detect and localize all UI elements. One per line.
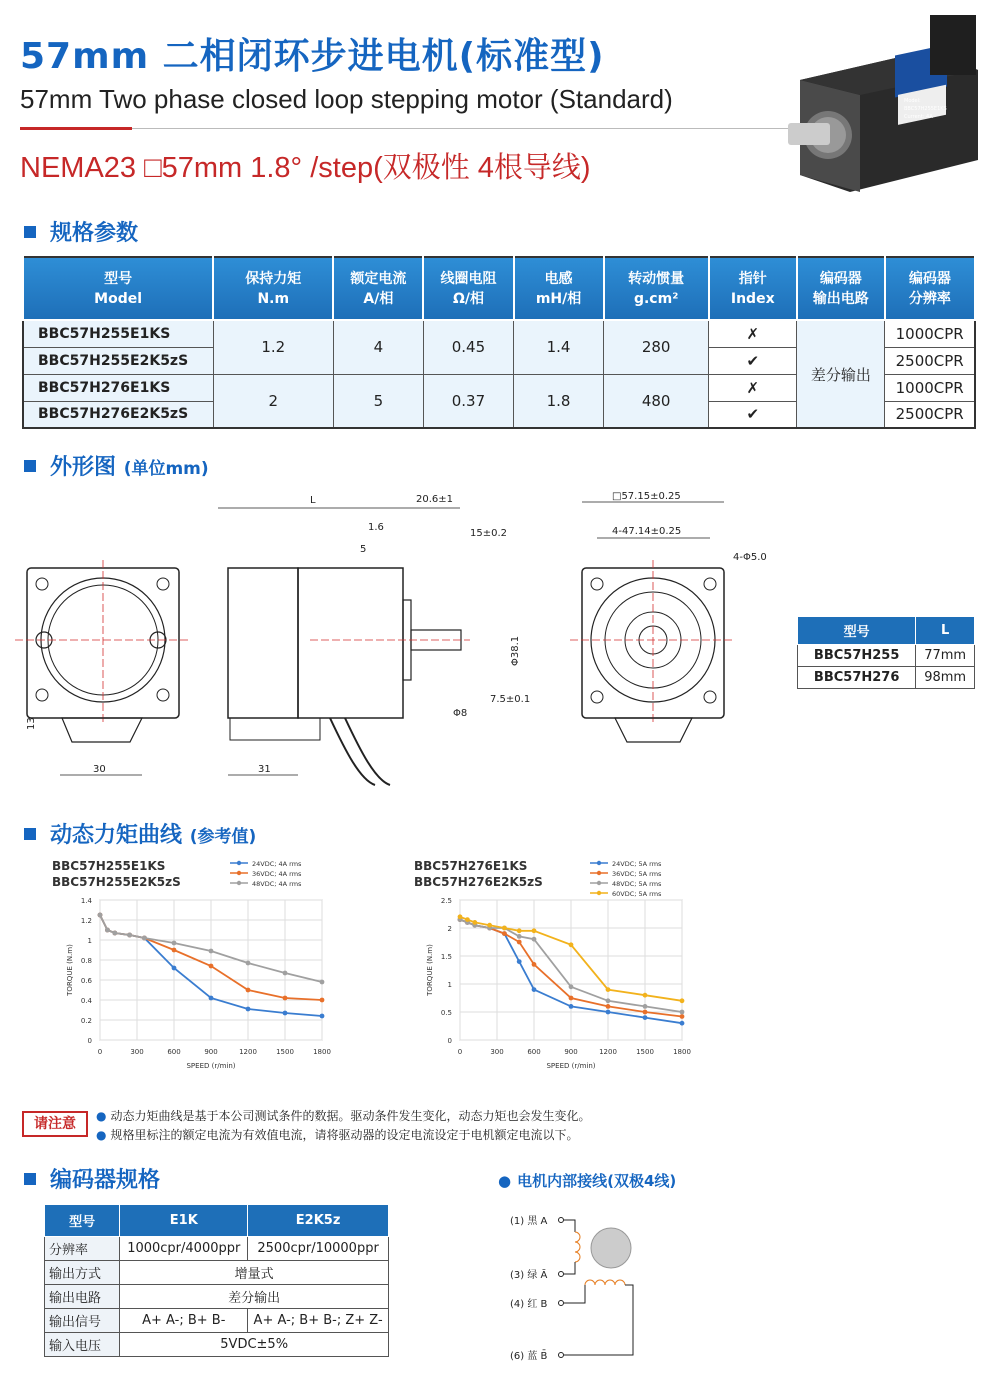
model-cell: BBC57H276E1KS (23, 374, 213, 401)
torque-cell: 2 (213, 374, 333, 428)
model-cell: BBC57H255E1KS (23, 320, 213, 347)
title-divider (132, 128, 792, 129)
data-point (532, 937, 537, 942)
data-point (643, 1015, 648, 1020)
front-view (15, 560, 190, 775)
dim-20-6: 20.6±1 (416, 494, 454, 505)
data-point (517, 928, 522, 933)
torque-chart-2 (400, 855, 720, 1080)
y-tick-label: 0 (447, 1037, 452, 1045)
motor-label-line3: Current: 4A (904, 114, 933, 120)
x-tick-label: 900 (564, 1048, 578, 1056)
x-tick-label: 0 (97, 1048, 103, 1056)
data-point (209, 996, 214, 1001)
data-point (643, 993, 648, 998)
data-point (532, 962, 537, 967)
l-header-model: 型号 (798, 617, 916, 645)
pin-3-label: (3) 绿 Ā (510, 1270, 548, 1281)
spec-header-model: 型号 Model (23, 257, 213, 320)
spec-header-current: 额定电流 A/相 (333, 257, 423, 320)
data-point (172, 966, 177, 971)
spec-section-title: 规格参数 (24, 216, 138, 247)
legend-marker (237, 861, 241, 865)
resistance-cell: 0.45 (423, 320, 513, 374)
data-point (532, 928, 537, 933)
enc-header-e2k5z: E2K5z (248, 1205, 389, 1237)
dim-13: 13 (26, 717, 37, 730)
notice-label: 请注意 (22, 1111, 88, 1137)
legend-label: 24VDC; 5A rms (612, 860, 662, 868)
enc-header-e1k: E1K (120, 1205, 248, 1237)
x-tick-label: 600 (167, 1048, 181, 1056)
spec-header-resistance: 线圈电阻 Ω/相 (423, 257, 513, 320)
x-tick-label: 1200 (599, 1048, 617, 1056)
data-point (320, 980, 325, 985)
index-cell: ✗ (709, 320, 797, 347)
nema-spec: NEMA23 □57mm 1.8° /step(双极性 4根导线) (20, 152, 591, 184)
wiring-diagram (505, 1200, 665, 1370)
title-underline (20, 127, 132, 130)
x-tick-label: 1500 (636, 1048, 654, 1056)
note-line-1: ● 动态力矩曲线是基于本公司测试条件的数据。驱动条件发生变化，动态力矩也会发生变化。 (96, 1109, 591, 1123)
inertia-cell: 280 (604, 320, 709, 374)
x-tick-label: 1800 (313, 1048, 331, 1056)
dim-5: 5 (360, 544, 367, 555)
data-point (643, 1010, 648, 1015)
y-tick-label: 2 (447, 925, 452, 933)
data-point (487, 923, 492, 928)
x-tick-label: 300 (490, 1048, 504, 1056)
dim-30: 30 (93, 764, 106, 775)
data-point (458, 914, 463, 919)
y-tick-label: 0.6 (80, 977, 92, 985)
dim-47-14: 4-47.14±0.25 (612, 526, 682, 537)
x-axis-label: SPEED (r/min) (546, 1062, 596, 1070)
legend-marker (597, 881, 601, 885)
data-point (502, 926, 507, 931)
dim-L: L (310, 495, 316, 506)
chart2-title: BBC57H276E1KS BBC57H276E2K5zS (414, 859, 543, 889)
data-point (283, 1011, 288, 1016)
spec-table (22, 256, 976, 429)
legend-marker (597, 871, 601, 875)
index-cell: ✗ (709, 374, 797, 401)
legend-marker (237, 881, 241, 885)
resolution-cell: 2500CPR (885, 401, 975, 428)
data-point (283, 996, 288, 1001)
table-row: 分辨率 1000cpr/4000ppr 2500cpr/10000ppr (45, 1237, 389, 1261)
dim-31: 31 (258, 764, 271, 775)
legend-label: 36VDC; 5A rms (612, 870, 662, 878)
data-point (209, 949, 214, 954)
dim-38-1: Φ38.1 (510, 635, 521, 666)
curve-section-title: 动态力矩曲线 (参考值) (24, 818, 256, 849)
note-line-2: ● 规格里标注的额定电流为有效值电流，请将驱动器的设定电流设定于电机额定电流以下。 (96, 1128, 579, 1142)
x-tick-label: 1200 (239, 1048, 257, 1056)
data-point (246, 961, 251, 966)
data-point (532, 987, 537, 992)
data-point (606, 998, 611, 1003)
x-tick-label: 600 (527, 1048, 541, 1056)
index-cell: ✔ (709, 347, 797, 374)
y-tick-label: 1 (87, 937, 92, 945)
data-point (643, 1004, 648, 1009)
data-point (569, 984, 574, 989)
legend-label: 48VDC; 5A rms (612, 880, 662, 888)
data-point (127, 933, 132, 938)
table-row: 输出方式 增量式 (45, 1261, 389, 1285)
y-tick-label: 1.4 (80, 897, 92, 905)
y-tick-label: 0.4 (80, 997, 92, 1005)
x-axis-label: SPEED (r/min) (186, 1062, 236, 1070)
legend-label: 48VDC; 4A rms (252, 880, 302, 888)
data-point (209, 964, 214, 969)
chart1-title: BBC57H255E1KS BBC57H255E2K5zS (52, 859, 181, 889)
legend-marker (597, 861, 601, 865)
model-cell: BBC57H276E2K5zS (23, 401, 213, 428)
resolution-cell: 1000CPR (885, 320, 975, 347)
page-title: 57mm 二相闭环步进电机(标准型) (20, 36, 605, 77)
data-point (172, 948, 177, 953)
spec-header-resolution: 编码器 分辨率 (885, 257, 975, 320)
spec-header-torque: 保持力矩 N.m (213, 257, 333, 320)
side-view (218, 494, 530, 785)
x-tick-label: 0 (457, 1048, 463, 1056)
table-row: 输入电压 5VDC±5% (45, 1333, 389, 1357)
rotor-icon (591, 1228, 631, 1268)
x-tick-label: 900 (204, 1048, 218, 1056)
x-tick-label: 300 (130, 1048, 144, 1056)
motor-label-line2: BBC57H255E1KS (904, 106, 947, 112)
dim-4-hole: 4-Φ5.0 (733, 552, 767, 563)
data-point (172, 941, 177, 946)
dim-57-15: □57.15±0.25 (612, 491, 681, 502)
motor-photo (780, 10, 980, 195)
data-point (283, 971, 288, 976)
spec-header-index: 指针 Index (709, 257, 797, 320)
motor-label-line1: Model: (904, 98, 921, 104)
resistance-cell: 0.37 (423, 374, 513, 428)
data-point (569, 996, 574, 1001)
legend-marker (237, 871, 241, 875)
table-row: 输出电路 差分输出 (45, 1285, 389, 1309)
x-tick-label: 1800 (673, 1048, 691, 1056)
dim-15: 15±0.2 (470, 528, 508, 539)
model-cell: BBC57H255E2K5zS (23, 347, 213, 374)
data-point (142, 936, 147, 941)
current-cell: 4 (333, 320, 423, 374)
data-point (465, 917, 470, 922)
table-row: BBC57H255 77mm (798, 645, 975, 667)
y-tick-label: 1.5 (440, 953, 452, 961)
legend-label: 60VDC; 5A rms (612, 890, 662, 898)
pin-1-label: (1) 黑 A (510, 1216, 548, 1227)
dim-section-title: 外形图 (单位mm) (24, 450, 209, 481)
inertia-cell: 480 (604, 374, 709, 428)
y-tick-label: 1 (447, 981, 452, 989)
data-point (320, 998, 325, 1003)
data-point (112, 931, 117, 936)
y-tick-label: 0.8 (80, 957, 92, 965)
length-table (797, 616, 975, 689)
encoder-table (44, 1204, 389, 1357)
y-tick-label: 2.5 (440, 897, 452, 905)
rear-view (570, 491, 767, 742)
output-cell: 差分输出 (797, 320, 885, 428)
table-row: 输出信号 A+ A-; B+ B- A+ A-; B+ B-; Z+ Z- (45, 1309, 389, 1333)
table-row (23, 320, 975, 347)
dim-1-6: 1.6 (368, 522, 384, 533)
spec-header-inductance: 电感 mH/相 (514, 257, 604, 320)
page-subtitle: 57mm Two phase closed loop stepping motor (Standard) (20, 84, 673, 114)
data-point (606, 1010, 611, 1015)
current-cell: 5 (333, 374, 423, 428)
table-row: BBC57H276 98mm (798, 667, 975, 689)
data-point (98, 913, 103, 918)
inductance-cell: 1.8 (514, 374, 604, 428)
pin-6-label: (6) 蓝 B̄ (510, 1351, 548, 1362)
l-header-L: L (916, 617, 975, 645)
inductance-cell: 1.4 (514, 320, 604, 374)
resolution-cell: 2500CPR (885, 347, 975, 374)
data-point (680, 998, 685, 1003)
y-tick-label: 0.2 (80, 1017, 92, 1025)
encoder-section-title: 编码器规格 (24, 1163, 160, 1194)
motor-shaft (788, 123, 830, 145)
dim-8: Φ8 (453, 708, 468, 719)
data-point (569, 1004, 574, 1009)
torque-chart-1 (40, 855, 360, 1080)
wiring-title: ● 电机内部接线(双极4线) (498, 1172, 677, 1190)
data-point (606, 987, 611, 992)
y-tick-label: 0 (87, 1037, 92, 1045)
data-point (680, 1021, 685, 1026)
y-tick-label: 1.2 (80, 917, 92, 925)
spec-header-output: 编码器 输出电路 (797, 257, 885, 320)
data-point (680, 1010, 685, 1015)
enc-header-model: 型号 (45, 1205, 120, 1237)
y-axis-label: TORQUE (N.m) (426, 944, 434, 996)
data-point (105, 928, 110, 933)
data-point (517, 959, 522, 964)
data-point (680, 1014, 685, 1019)
data-point (502, 931, 507, 936)
legend-marker (597, 891, 601, 895)
dim-7-5: 7.5±0.1 (490, 694, 531, 705)
y-axis-label: TORQUE (N.m) (66, 944, 74, 996)
data-point (320, 1014, 325, 1019)
data-point (606, 1004, 611, 1009)
torque-cell: 1.2 (213, 320, 333, 374)
x-tick-label: 1500 (276, 1048, 294, 1056)
pin-4-label: (4) 红 B (510, 1299, 548, 1310)
data-point (472, 920, 477, 925)
resolution-cell: 1000CPR (885, 374, 975, 401)
data-point (246, 1007, 251, 1012)
data-point (246, 988, 251, 993)
data-point (517, 940, 522, 945)
data-point (517, 934, 522, 939)
data-point (569, 942, 574, 947)
y-tick-label: 0.5 (440, 1009, 452, 1017)
legend-label: 36VDC; 4A rms (252, 870, 302, 878)
spec-header-inertia: 转动惯量 g.cm² (604, 257, 709, 320)
legend-label: 24VDC; 4A rms (252, 860, 302, 868)
index-cell: ✔ (709, 401, 797, 428)
